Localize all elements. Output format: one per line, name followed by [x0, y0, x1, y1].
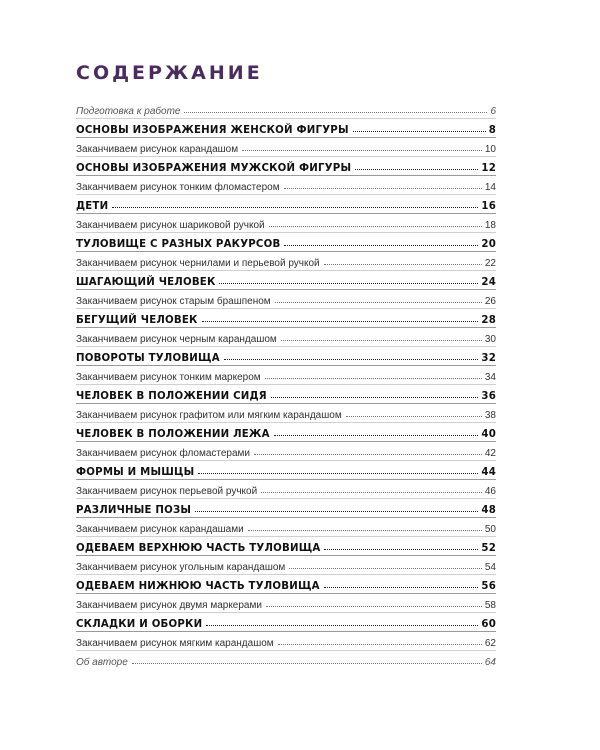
- dot-leader: [275, 302, 482, 303]
- toc-entry[interactable]: [76, 326, 496, 345]
- toc-entry[interactable]: [76, 250, 496, 269]
- toc-chapter-entry[interactable]: [76, 117, 496, 136]
- dot-leader: [254, 454, 482, 455]
- toc-entry-page: 44: [481, 467, 496, 478]
- dot-leader: [248, 530, 482, 531]
- toc-entry-page: 30: [484, 334, 496, 345]
- toc-chapter-entry[interactable]: [76, 497, 496, 516]
- toc-entry[interactable]: [76, 440, 496, 459]
- toc-entry-title: ОДЕВАЕМ НИЖНЮЮ ЧАСТЬ ТУЛОВИЩА: [76, 581, 320, 592]
- toc-entry-title: РАЗЛИЧНЫЕ ПОЗЫ: [76, 505, 192, 516]
- dot-leader: [198, 473, 478, 474]
- toc-entry[interactable]: [76, 478, 496, 497]
- toc-entry[interactable]: [76, 174, 496, 193]
- toc-entry-title: Заканчиваем рисунок черным карандашом: [76, 334, 277, 345]
- dot-leader: [281, 340, 482, 341]
- toc-entry-page: 40: [481, 429, 496, 440]
- dot-leader: [219, 283, 478, 284]
- toc-entry-page: 24: [481, 277, 496, 288]
- toc-entry-page: 6: [490, 106, 496, 117]
- toc-entry-title: Заканчиваем рисунок перьевой ручкой: [76, 486, 258, 497]
- toc-entry[interactable]: [76, 212, 496, 231]
- toc-entry[interactable]: [76, 516, 496, 535]
- toc-entry[interactable]: [76, 649, 496, 668]
- dot-leader: [289, 568, 482, 569]
- toc-entry-title: Заканчиваем рисунок угольным карандашом: [76, 562, 286, 573]
- toc-entry-page: 10: [484, 144, 496, 155]
- dot-leader: [242, 150, 482, 151]
- toc-entry-page: 26: [484, 296, 496, 307]
- toc-entry-title: ОДЕВАЕМ ВЕРХНЮЮ ЧАСТЬ ТУЛОВИЩА: [76, 543, 321, 554]
- dot-leader: [184, 112, 487, 113]
- dot-leader: [353, 131, 486, 132]
- toc-entry[interactable]: [76, 364, 496, 383]
- toc-chapter-entry[interactable]: [76, 193, 496, 212]
- toc-entry-page: 48: [481, 505, 496, 516]
- toc-chapter-entry[interactable]: [76, 345, 496, 364]
- toc-entry-title: Об авторе: [76, 657, 128, 668]
- toc-entry-title: БЕГУЩИЙ ЧЕЛОВЕК: [76, 315, 198, 326]
- dot-leader: [206, 625, 478, 626]
- toc-entry-title: Заканчиваем рисунок тонким маркером: [76, 372, 261, 383]
- dot-leader: [132, 663, 482, 664]
- toc-entry-title: ШАГАЮЩИЙ ЧЕЛОВЕК: [76, 277, 216, 288]
- dot-leader: [284, 245, 478, 246]
- toc-entry-page: 62: [484, 638, 496, 649]
- toc-entry-page: 56: [481, 581, 496, 592]
- toc-entry-title: Заканчиваем рисунок карандашами: [76, 524, 244, 535]
- dot-leader: [284, 188, 482, 189]
- dot-leader: [266, 606, 482, 607]
- toc-entry-title: Заканчиваем рисунок фломастерами: [76, 448, 251, 459]
- toc-chapter-entry[interactable]: [76, 307, 496, 326]
- toc-entry-title: Заканчиваем рисунок двумя маркерами: [76, 600, 262, 611]
- dot-leader: [195, 511, 478, 512]
- dot-leader: [324, 587, 479, 588]
- dot-leader: [324, 549, 478, 550]
- toc-entry-title: Заканчиваем рисунок старым брашпеном: [76, 296, 271, 307]
- toc-entry-page: 52: [481, 543, 496, 554]
- toc-entry-title: Заканчиваем рисунок шариковой ручкой: [76, 220, 265, 231]
- toc-chapter-entry[interactable]: [76, 155, 496, 174]
- toc-chapter-entry[interactable]: [76, 459, 496, 478]
- toc-entry[interactable]: [76, 554, 496, 573]
- toc-entry-title: ПОВОРОТЫ ТУЛОВИЩА: [76, 353, 220, 364]
- dot-leader: [269, 226, 482, 227]
- toc-entry[interactable]: [76, 98, 496, 117]
- dot-leader: [261, 492, 482, 493]
- dot-leader: [278, 644, 482, 645]
- toc-entry-title: ОСНОВЫ ИЗОБРАЖЕНИЯ МУЖСКОЙ ФИГУРЫ: [76, 163, 352, 174]
- toc-page: [76, 62, 496, 668]
- toc-entry-page: 20: [481, 239, 496, 250]
- toc-entry-page: 28: [481, 315, 496, 326]
- toc-entry[interactable]: [76, 288, 496, 307]
- dot-leader: [346, 416, 482, 417]
- toc-entry-title: ОСНОВЫ ИЗОБРАЖЕНИЯ ЖЕНСКОЙ ФИГУРЫ: [76, 125, 349, 136]
- dot-leader: [265, 378, 482, 379]
- toc-chapter-entry[interactable]: [76, 421, 496, 440]
- dot-leader: [271, 397, 479, 398]
- toc-entry-page: 50: [484, 524, 496, 535]
- toc-entry[interactable]: [76, 592, 496, 611]
- toc-entry-title: ТУЛОВИЩЕ С РАЗНЫХ РАКУРСОВ: [76, 239, 281, 250]
- toc-entry-page: 32: [481, 353, 496, 364]
- toc-entry-page: 34: [484, 372, 496, 383]
- toc-chapter-entry[interactable]: [76, 383, 496, 402]
- toc-chapter-entry[interactable]: [76, 535, 496, 554]
- toc-entry-page: 14: [484, 182, 496, 193]
- toc-entry-page: 38: [484, 410, 496, 421]
- dot-leader: [112, 207, 478, 208]
- toc-chapter-entry[interactable]: [76, 269, 496, 288]
- toc-entry-page: 54: [484, 562, 496, 573]
- toc-entry-page: 58: [484, 600, 496, 611]
- dot-leader: [324, 264, 482, 265]
- toc-entry-page: 22: [484, 258, 496, 269]
- toc-entry-page: 12: [481, 163, 496, 174]
- toc-entry-page: 60: [481, 619, 496, 630]
- toc-entry-page: 36: [481, 391, 496, 402]
- toc-title: СОДЕРЖАНИЕ: [76, 62, 263, 84]
- toc-chapter-entry[interactable]: [76, 611, 496, 630]
- toc-entry-page: 42: [484, 448, 496, 459]
- toc-entry-page: 64: [484, 657, 496, 668]
- toc-chapter-entry[interactable]: [76, 231, 496, 250]
- toc-entry[interactable]: [76, 630, 496, 649]
- toc-entry-page: 16: [481, 201, 496, 212]
- toc-entry[interactable]: [76, 402, 496, 421]
- toc-entry-title: Заканчиваем рисунок тонким фломастером: [76, 182, 280, 193]
- toc-entry-page: 18: [484, 220, 496, 231]
- toc-entry-title: Заканчиваем рисунок карандашом: [76, 144, 239, 155]
- toc-entry-title: Заканчиваем рисунок мягким карандашом: [76, 638, 274, 649]
- dot-leader: [355, 169, 478, 170]
- toc-entry-title: ЧЕЛОВЕК В ПОЛОЖЕНИИ СИДЯ: [76, 391, 267, 402]
- dot-leader: [274, 435, 479, 436]
- toc-entry-title: ФОРМЫ И МЫШЦЫ: [76, 467, 195, 478]
- dot-leader: [202, 321, 479, 322]
- toc-entry-title: Заканчиваем рисунок чернилами и перьевой ручкой: [76, 258, 320, 269]
- toc-entry-title: Заканчиваем рисунок графитом или мягким карандашом: [76, 410, 342, 421]
- toc-entry-page: 8: [488, 125, 496, 136]
- toc-chapter-entry[interactable]: [76, 573, 496, 592]
- toc-entry-title: Подготовка к работе: [76, 106, 181, 117]
- toc-entry-title: ДЕТИ: [76, 201, 109, 212]
- toc-entry-page: 46: [484, 486, 496, 497]
- toc-entry[interactable]: [76, 136, 496, 155]
- toc-entry-title: ЧЕЛОВЕК В ПОЛОЖЕНИИ ЛЕЖА: [76, 429, 270, 440]
- toc-entry-title: СКЛАДКИ И ОБОРКИ: [76, 619, 203, 630]
- dot-leader: [224, 359, 479, 360]
- toc-list: [76, 98, 496, 668]
